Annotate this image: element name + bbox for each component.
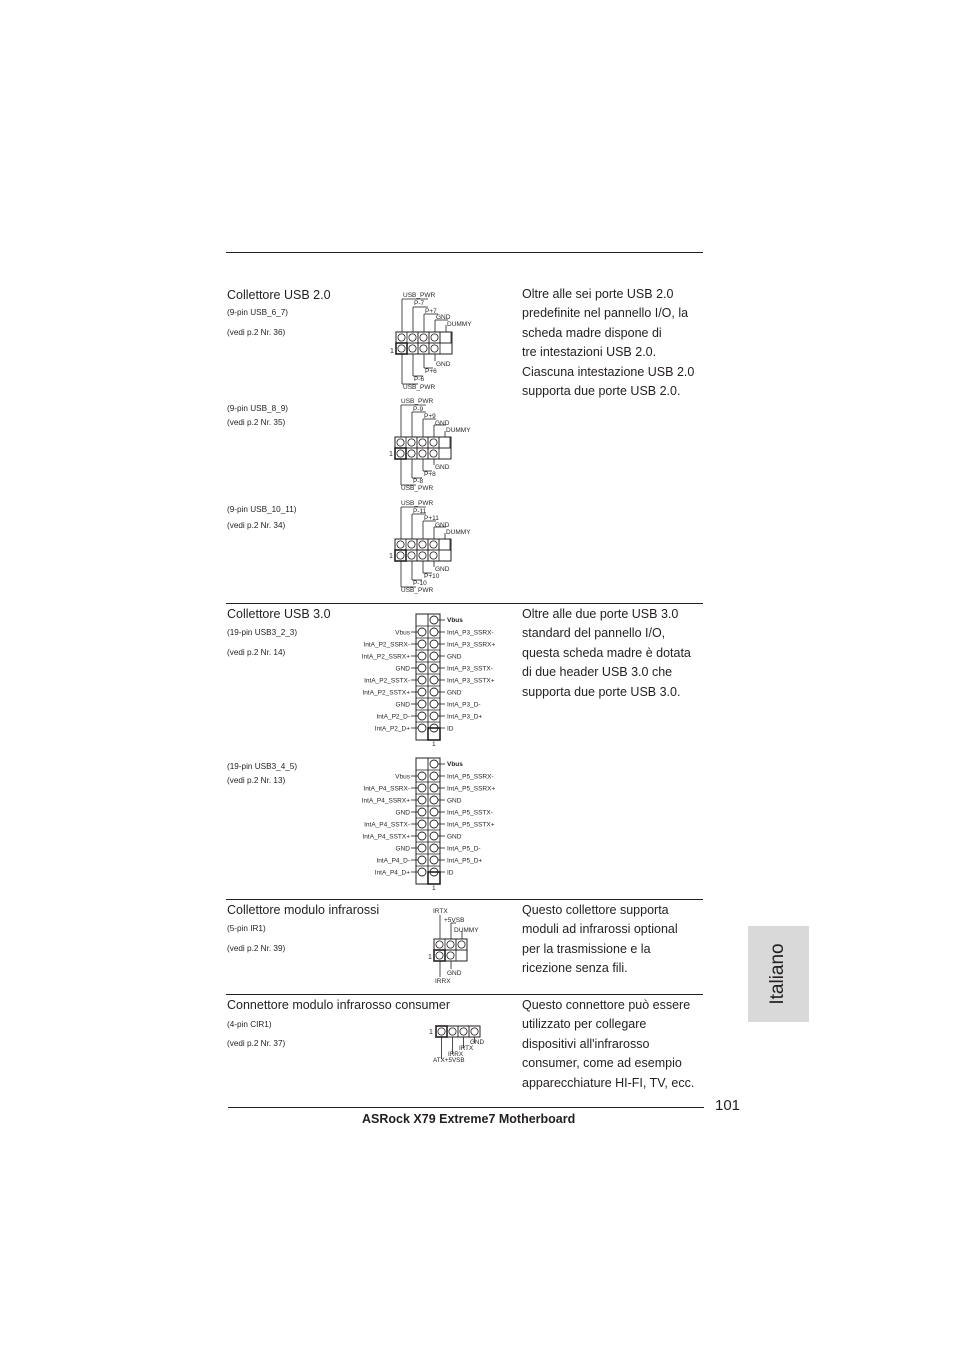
pin-label: DUMMY: [454, 927, 479, 934]
pin-label: IntA_P2_D-: [376, 713, 410, 721]
pin-label: DUMMY: [446, 427, 471, 434]
pin-label: USB_PWR: [401, 500, 434, 507]
pin-circle: [430, 784, 438, 792]
desc-line: consumer, come ad esempio: [522, 1056, 682, 1071]
pin-label: P-7: [414, 300, 425, 307]
pin-label: IntA_P2_SSRX+: [361, 653, 410, 661]
desc-line: Questo connettore può essere: [522, 998, 691, 1012]
pin-label: USB_PWR: [403, 384, 436, 391]
pin-circle: [430, 832, 438, 840]
ir-title: Collettore modulo infrarossi: [227, 903, 380, 917]
ir-ref: (vedi p.2 Nr. 39): [227, 944, 286, 953]
pin-label: P+6: [425, 368, 437, 375]
pin-label: USB_PWR: [401, 587, 434, 594]
cir-header-diagram: [428, 1022, 494, 1068]
pin-circle: [418, 652, 426, 660]
pin-circle: [430, 640, 438, 648]
pin-label: USB_PWR: [401, 398, 434, 405]
language-tab-label: Italiano: [767, 943, 788, 1005]
pin-label: P+9: [424, 413, 436, 420]
pin-label: IntA_P3_SSTX-: [447, 665, 493, 673]
usb2-h1-pin: (9-pin USB_6_7): [227, 308, 288, 317]
pin-one-marker: 1: [429, 1029, 433, 1036]
desc-line: predefinite nel pannello I/O, la: [522, 306, 689, 321]
usb2-description: [522, 285, 717, 401]
pin-circle: [430, 712, 438, 720]
pin-label: IRTX: [433, 908, 448, 915]
usb2-h2-ref: (vedi p.2 Nr. 35): [227, 418, 286, 427]
pin-label: IntA_P4_SSRX-: [363, 785, 410, 793]
pin-circle: [430, 772, 438, 780]
desc-line: dispositivi all'infrarosso: [522, 1036, 650, 1051]
usb2-h3-ref: (vedi p.2 Nr. 34): [227, 521, 286, 530]
pin-circle: [418, 784, 426, 792]
pin-label: IntA_P5_D-: [447, 845, 481, 853]
pin-circle: [418, 796, 426, 804]
pin-label: P-10: [413, 580, 427, 587]
pin-circle: [430, 616, 438, 624]
pin-label: GND: [436, 314, 451, 321]
pin-label: IntA_P5_D+: [447, 857, 483, 865]
desc-line: ricezione senza fili.: [522, 961, 628, 976]
pin-label: IntA_P4_D-: [376, 857, 410, 865]
pin-circle: [418, 712, 426, 720]
pin-label: Vbus: [395, 773, 410, 781]
pin-label: GND: [447, 797, 462, 805]
pin-label: Vbus: [447, 761, 463, 768]
pin-label: IntA_P4_D+: [374, 869, 410, 877]
pin-circle: [418, 808, 426, 816]
pin-label: GND: [435, 522, 450, 529]
pin-label: USB_PWR: [403, 292, 436, 299]
pin-label: IntA_P3_SSTX+: [447, 677, 495, 685]
desc-line: supporta due porte USB 3.0.: [522, 684, 681, 699]
usb3-h2-pin: (19-pin USB3_4_5): [227, 762, 298, 771]
pin-label: GND: [435, 420, 450, 427]
desc-line: Ciascuna intestazione USB 2.0: [522, 364, 695, 379]
usb2-title: Collettore USB 2.0: [227, 288, 331, 302]
pin-label: P+7: [425, 308, 437, 315]
cir-pin: (4-pin CIR1): [227, 1020, 272, 1029]
pin-label: IntA_P2_SSRX-: [363, 641, 410, 649]
pin-label: IntA_P2_D+: [374, 725, 410, 733]
pin-label: GND: [447, 833, 462, 841]
pin-label: IntA_P2_SSTX-: [364, 677, 410, 685]
pin-label: GND: [470, 1039, 484, 1046]
pin-circle: [418, 820, 426, 828]
pin-label: GND: [447, 689, 462, 697]
pin-one-marker: 1: [389, 451, 393, 458]
usb3-h2-ref: (vedi p.2 Nr. 13): [227, 776, 286, 785]
pin-label: DUMMY: [447, 321, 472, 328]
top-rule: [226, 252, 703, 253]
desc-line: utilizzato per collegare: [522, 1017, 647, 1032]
pin-circle: [418, 700, 426, 708]
pin-one-marker: 1: [428, 954, 432, 961]
pin-circle: [430, 628, 438, 636]
desc-line: tre intestazioni USB 2.0.: [522, 345, 657, 360]
section-divider: [226, 899, 703, 900]
pin-one-marker: 1: [389, 553, 393, 560]
desc-line: Questo collettore supporta: [522, 903, 669, 917]
pin-circle: [418, 628, 426, 636]
pin-label: GND: [395, 809, 410, 817]
usb2-header-1-diagram: [388, 288, 488, 394]
pin-circle: [418, 844, 426, 852]
pin-label: ID: [447, 869, 454, 877]
desc-line: per la trasmissione e la: [522, 941, 651, 956]
pin-label: ID: [447, 725, 454, 733]
pin-circle: [430, 700, 438, 708]
pin-label: USB_PWR: [401, 485, 434, 492]
pin-circle: [418, 664, 426, 672]
pin-label: P+10: [424, 573, 440, 580]
pin-label: GND: [395, 665, 410, 673]
pin-label: Vbus: [395, 629, 410, 637]
pin-label: GND: [447, 653, 462, 661]
usb2-h3-pin: (9-pin USB_10_11): [227, 505, 297, 514]
desc-line: questa scheda madre è dotata: [522, 645, 691, 660]
usb3-h1-ref: (vedi p.2 Nr. 14): [227, 648, 286, 657]
pin-circle: [418, 640, 426, 648]
ir-description: [522, 901, 717, 979]
pin-circle: [430, 664, 438, 672]
desc-line: supporta due porte USB 2.0.: [522, 384, 681, 399]
pin-label: IntA_P5_SSTX-: [447, 809, 493, 817]
desc-line: apparecchiature HI-FI, TV, ecc.: [522, 1075, 695, 1090]
pin-circle: [430, 796, 438, 804]
desc-line: scheda madre dispone di: [522, 325, 662, 340]
cir-ref: (vedi p.2 Nr. 37): [227, 1039, 286, 1048]
pin-label: +5VSB: [444, 917, 465, 924]
pin-circle: [418, 868, 426, 876]
desc-line: Oltre alle sei porte USB 2.0: [522, 287, 674, 301]
pin-label: P-9: [413, 406, 424, 413]
pin-circle: [430, 844, 438, 852]
pin-label: GND: [395, 701, 410, 709]
pin-label: P-8: [413, 478, 424, 485]
pin-label: IRRX: [435, 978, 451, 985]
pin-circle: [430, 688, 438, 696]
pin-circle: [430, 652, 438, 660]
pin-label: DUMMY: [446, 529, 471, 536]
pin-label: GND: [435, 566, 450, 573]
pin-label: IntA_P5_SSTX+: [447, 821, 495, 829]
ir-pin: (5-pin IR1): [227, 924, 266, 933]
pin-circle: [418, 724, 426, 732]
usb2-header-3-diagram: [388, 498, 488, 596]
usb3-title: Collettore USB 3.0: [227, 607, 331, 621]
pin-label: IntA_P5_SSRX-: [447, 773, 494, 781]
pin-circle: [418, 832, 426, 840]
pin-label: P+11: [424, 515, 439, 522]
pin-circle: [418, 676, 426, 684]
ir-header-diagram: [426, 905, 496, 987]
pin-circle: [430, 856, 438, 864]
pin-label: IntA_P4_SSTX-: [364, 821, 410, 829]
page-number: 101: [715, 1097, 741, 1114]
usb2-header-2-diagram: [388, 396, 488, 494]
usb3-description: [522, 605, 717, 702]
pin-label: ATX+5VSB: [433, 1057, 465, 1064]
pin-label: GND: [436, 361, 451, 368]
section-divider: [226, 994, 703, 995]
pin-label: P-6: [414, 376, 425, 383]
pin-label: GND: [395, 845, 410, 853]
desc-line: di due header USB 3.0 che: [522, 665, 673, 680]
usb3-header-2-diagram: [350, 756, 520, 892]
pin-circle: [430, 808, 438, 816]
pin-circle: [430, 820, 438, 828]
pin-one-marker: 1: [390, 348, 394, 355]
pin-circle: [418, 772, 426, 780]
usb3-h1-pin: (19-pin USB3_2_3): [227, 628, 298, 637]
pin-label: IntA_P2_SSTX+: [362, 689, 410, 697]
cir-title: Connettore modulo infrarosso consumer: [227, 998, 451, 1012]
pin-label: IRTX: [459, 1045, 474, 1052]
pin-label: P-11: [413, 508, 427, 515]
pin-circle: [418, 688, 426, 696]
pin-label: GND: [435, 464, 450, 471]
desc-line: moduli ad infrarossi optional: [522, 922, 678, 937]
section-divider: [226, 603, 703, 604]
pin-label: IntA_P3_D+: [447, 713, 483, 721]
pin-one-marker: 1: [432, 741, 436, 748]
pin-circle: [430, 760, 438, 768]
cir-description: [522, 996, 717, 1093]
pin-label: GND: [447, 970, 462, 977]
usb3-header-1-diagram: [350, 612, 520, 748]
pin-label: IntA_P3_SSRX-: [447, 629, 494, 637]
pin-label: IntA_P4_SSRX+: [361, 797, 410, 805]
pin-label: IntA_P3_D-: [447, 701, 481, 709]
footer-product: ASRock X79 Extreme7 Motherboard: [362, 1112, 576, 1126]
usb2-h2-pin: (9-pin USB_8_9): [227, 404, 288, 413]
pin-label: IntA_P5_SSRX+: [447, 785, 496, 793]
pin-circle: [418, 856, 426, 864]
usb2-h1-ref: (vedi p.2 Nr. 36): [227, 328, 286, 337]
pin-circle: [430, 676, 438, 684]
pin-one-marker: 1: [432, 885, 436, 892]
pin-label: IRRX: [448, 1051, 464, 1058]
pin-label: IntA_P3_SSRX+: [447, 641, 496, 649]
pin-label: IntA_P4_SSTX+: [362, 833, 410, 841]
footer-rule: [228, 1107, 704, 1108]
desc-line: Oltre alle due porte USB 3.0: [522, 607, 679, 621]
desc-line: standard del pannello I/O,: [522, 626, 666, 641]
language-tab: [748, 926, 809, 1022]
pin-label: P+8: [424, 471, 436, 478]
pin-label: Vbus: [447, 617, 463, 624]
